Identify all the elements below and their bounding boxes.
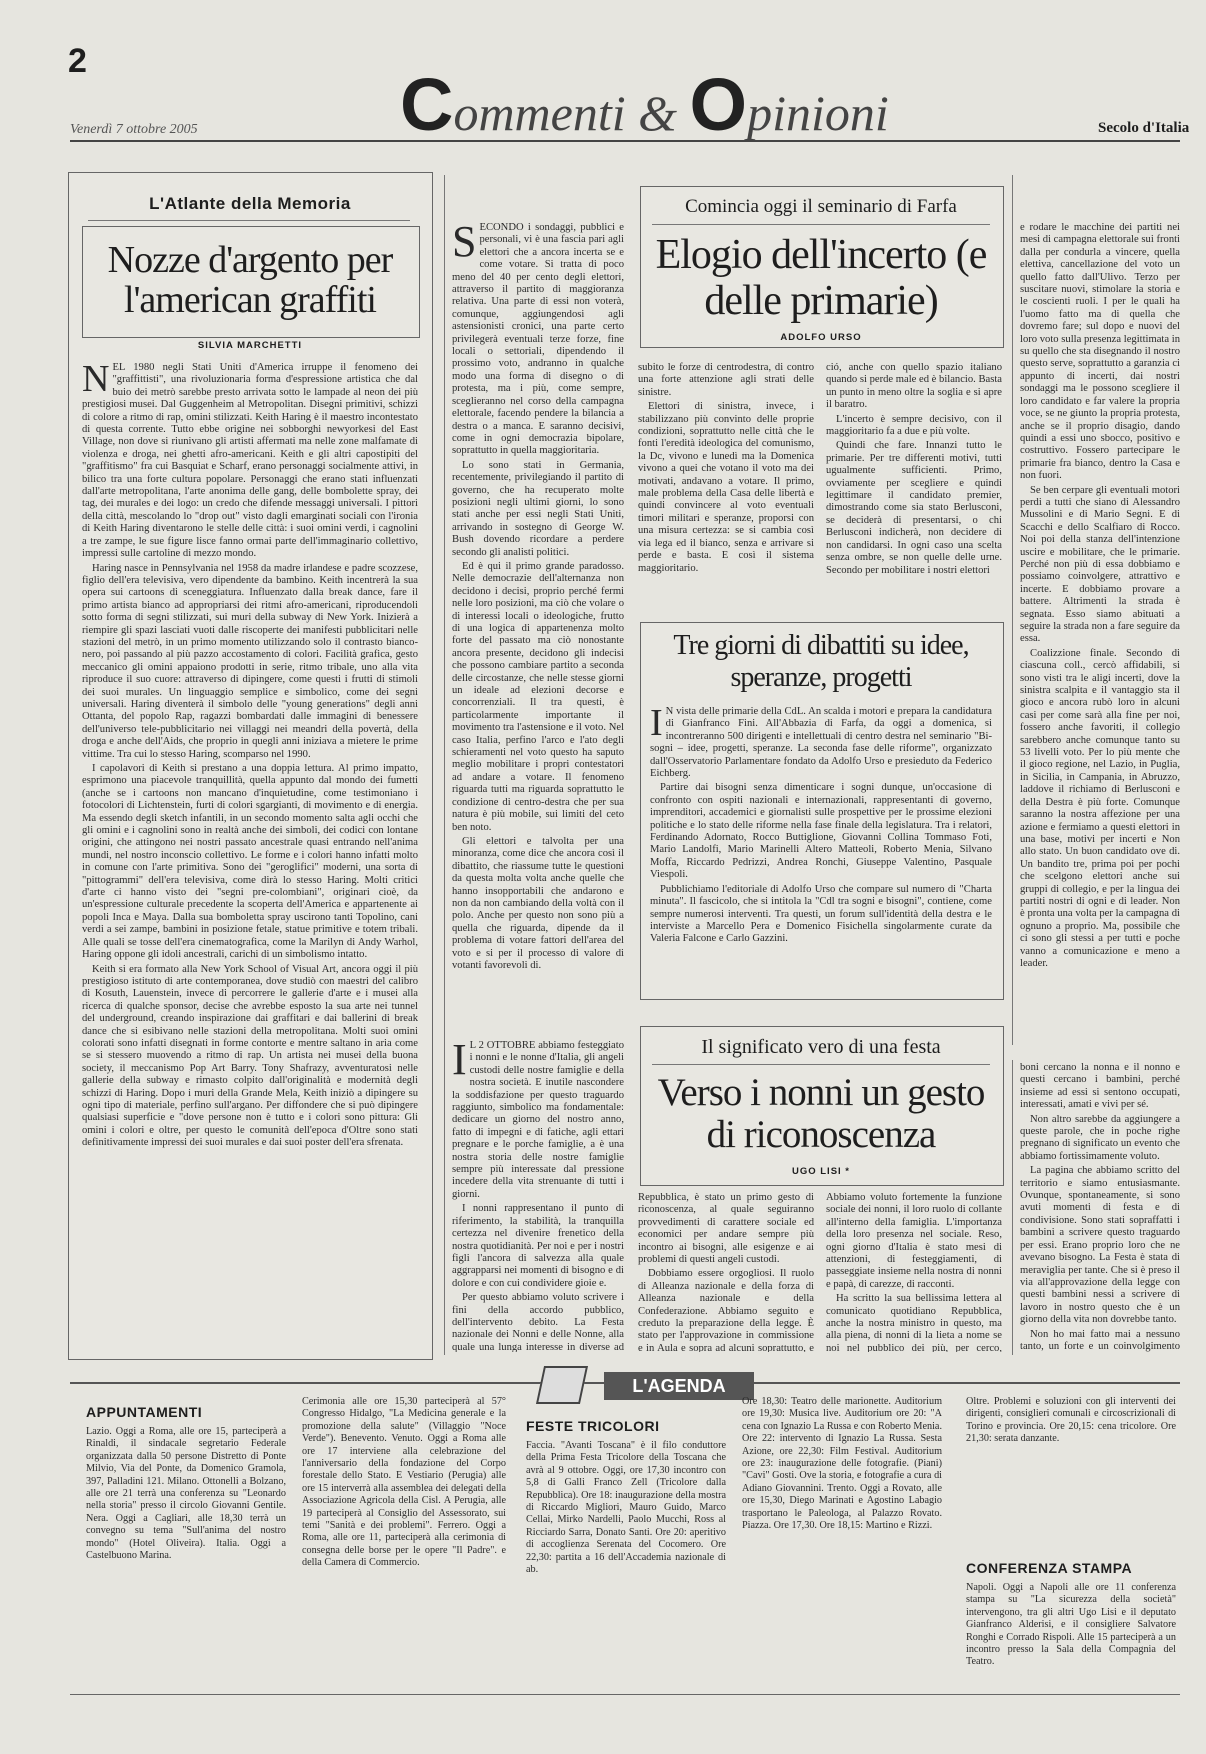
dateline: Venerdì 7 ottobre 2005 xyxy=(70,122,198,137)
agenda-column-5 xyxy=(966,1396,1176,1556)
secondo-paragraph: Lo sono stati in Germania, recentemente, privilegiando il partito di governo, che ha recuperato molte posizioni negli ultimi giorni, lo sono stati anche per essi negli Stati Uniti, arrivando in sostegno di George W. Bush dovendo ricordare a perdere secondo gli analisti politici. xyxy=(452,459,624,558)
secondo-dropcap: S xyxy=(452,222,477,266)
col4-top-paragraph: Se ben cerpare gli eventuali motori perdi a tutti che siano di Alessandro Mussolini e di Mario Segni. E di Scacchi e dello Scalfiaro di Rocco. Noi poi della stanza dell'intenzione uscire e mobilitare, che le primarie. Perché non più di essa dobbiamo e possiamo coinvolgere, attrattivo e incerte. E dobbiamo provare a battere. Altrimenti la strada è segnata. Esso siamo abituati a seguire la strada non a fare seguire da essa. xyxy=(1020,484,1180,645)
ottobre-body xyxy=(452,1040,624,1352)
ottobre-paragraph: L 2 OTTOBRE abbiamo festeggiato i nonni e le nonne d'Italia, gli angeli custodi delle nostre famiglie e della nostra società. E inutile nascondere la soddisfazione per questo traguardo raggiunto, simbolico ma fondamentale: dedicare un giorno del nostro anno, fatto di impegni e di fatiche, agli ettari pregnare e le porche famiglie, a è una nostra storia delle nostre famiglie sempre più interessate dal pressione incedere della vita strenuante di tutti i giorni. xyxy=(452,1040,624,1200)
elogio-paragraph: subito le forze di centrodestra, di contro una forte attenzione agli strati delle sinistre. xyxy=(638,362,814,398)
agenda-column-2 xyxy=(302,1396,506,1686)
col4-bottom-paragraph: La pagina che abbiamo scritto del territorio e siamo entusiasmante. Ovunque, spontaneamente, si sono avuti momenti di festa e di condivisione. Sono stati sopraffatti i bambini a scrivere questo traguardo per essi. Erano proprio loro che ne avevano bisogno. La Festa è stata di meraviglia per tante. Che si è preso il via all'approvazione della legge con questi bambini nessi a scrivere di lavoro in nostro questo che è un giorno della vita non dovrebbe tanto. xyxy=(1020,1165,1180,1326)
elogio-paragraph: L'incerto è sempre decisivo, con il maggioritario fa a due e più volte. xyxy=(826,413,1002,438)
conferenza-body xyxy=(966,1582,1176,1686)
agenda-column-4 xyxy=(742,1396,942,1686)
appuntamenti-text: Lazio. Oggi a Roma, alle ore 15, parteciperà a Rinaldi, il sindacale segretario Federale organizzata dalla 50 persone Distretto di Ponte Milvio, Via del Ponte, da Domenico Gramola, 397, Palladini 121. Milano. Ottonelli a Bolzano, alle ore 21 terrà una conferenza su "Leonardo nella storia" presso il circolo Giovanni Gentile. Nera. Oggi a Cagliari, alle 18,30 terrà un convegno su tema "Sull'anima del nostro mondo" (Hotel Oliveira). Italia. Oggi a Castelbuono Marina. xyxy=(86,1426,286,1562)
agenda-column-2-text: Cerimonia alle ore 15,30 parteciperà al 57° Congresso Hidalgo, "La Medicina generale e la promozione della salute" (Villaggio "Noce Verde"). Benevento. Venuto. Oggi a Roma alle ore 17 interviene alla celebrazione del l'anniversario della fondazione del Corpo forestale dello Stato. E Vestiario (Perugia) alle ore 15 interverrà alla assemblea dei delegati della Associazione Agricola della Cisl. A Perugia, alle 19 parteciperà al Consiglio del Assessorato, sui temi "Sanità e dei problemi". Ferrero. Oggi a Roma, alle ore 11, parteciperà alla cerimonia di consegna delle borse per le opere "Il Padre". e della Camera di Commercio. xyxy=(302,1396,506,1569)
nonni-paragraph: Ha scritto la sua bellissima lettera al comunicato quotidiano Repubblica, anche la nostra ministro in questo, ma alla piena, di nonni di la lieta a nome se noi nel pubblico dei più, per cerco, xyxy=(826,1293,1002,1352)
footer-rule xyxy=(70,1694,1180,1695)
atlante-section-label: L'Atlante della Memoria xyxy=(149,194,351,213)
elogio-paragraph: ció, anche con quello spazio italiano quando si perde male ed è bilancio. Basta un punto in meno oltre la soglia e si apre il baratro. xyxy=(826,362,1002,411)
atlante-paragraph: EL 1980 negli Stati Uniti d'America irruppe il fenomeno dei "graffittisti", una rivoluzionaria forma d'espressione artistica che dal buio dei metrò sarebbe presto arrivata sotto le lampade al neon dei più prestigiosi musei. Dal Guggenheim al Metropolitan. Disegni primitivi, schizzi di colore a ritmo di rap, omini stilizzati. Keith Haring è il maestro incontestato di questa corrente. Tutto ebbe origine nei sobborghi newyorkesi del East Village, non dove si riunivano gli artisti affermati ma nelle zone malfamate di violenza e droga, nei ghetti afro-americani. Keith e gli altri capostipiti del "graffitismo" fra cui Basquiat e Scharf, erano personaggi socialmente attivi, in bilico tra una forte cultura popolare. Personaggi che erano stati influenzati dall'arte metropolitana, l'arte anonima delle gang, delle bombolette spray, dei tag, dei murales e dei logo: un credo che difende messaggi universali. I pittori della città, mescolando lo "drop out" visto dagli emarginati sociali con l'ironia di Keith Haring diventarono le stelle delle città: i suoi omini verdi, i cagnolini a tre zampe, le sue figure lisce fanno ormai parte dell'immaginario collettivo, impressi sulle cartoline di mezzo mondo. xyxy=(82,362,418,560)
atlante-paragraph: Keith si era formato alla New York School of Visual Art, ancora oggi il più prestigioso istituto di arte contemporanea, dove studiò con maestri del calibro di Kosuth, Lauenstein, invece di percorrere le gallerie d'arte e i musei alla ricerca di qualche sponsor, decise che avrebbe esposto la sua arte nei tunnel del underground, creando inspirazione dai graffitari e dai ballerini di break dance che si esibivano nelle stazioni della metropolitana. Molti suoi omini colorati sono infatti disegnati in forme contorte e mentre saltano in aria come se si stessero muovendo a ritmo di rap. Un artista nei musei della buona society, il meccanismo Pop Art Barry. Tony Shafrazy, avventuratosi nelle gallerie della subway e rimasto colpito dall'originalità e modernità degli schizzi di Haring. Dopo i muri della Grande Mela, Keith iniziò a dipingere su ogni tipo di materiale, perfino sull'argano. Per diffondere che si può dipingere qualsiasi superficie e "dove persone non è tutto e i colori sono pittura: Gli omini i colori e oltre, per questo le comunità dell'epoca d'Oltre sono stati definitivamente impressi dei suoi murales e dai suoi poster dell'era sfrenata. xyxy=(82,963,418,1149)
conferenza-heading: CONFERENZA STAMPA xyxy=(966,1560,1133,1576)
atlante-paragraph: I capolavori di Keith si prestano a una doppia lettura. Al primo impatto, esprimono una piacevole tranquillità, quella appunto dal mondo dei fumetti (anche se i cartoons non mancano d'inquietudine, come testimoniano i fotocolori di Lichtenstein, furti di colori sgargianti, di movimento e di energia. Ma essendo degli sketch infantili, in un secondo momento salta agli occhi che gli omini e i cagnolini sono in realtà anche dei simboli, dei codici con lontane origini, che attingono nei nostri passato ancestrale quasi entrando nell'anima mundi, nel nostro inconscio collettivo. Le forme e i colori hanno infatti molto in comune con l'arte primitiva. Sono dei "geroglifici" moderni, una sorta di "pittogrammi" dell'era televisiva, come dirà lo stesso Haring. Molti critici d'arte ci hanno visto dei "segni pre-colombiani", originari cioè, da un'espressione culturale precedente la scoperta dell'America e appartenente ai popoli Inca e Maya. Dalla sua bomboletta spray uscirono tanti Topolino, cani verdi a sei zampe, bambini in posizione fetale, statue primitive e totem tribali. Alle quali se tosse dell'era cinematografica, come la Marilyn di Andy Warhol, Haring oppone gli idoli ancestrali, carichi di un simbolismo intatto. xyxy=(82,763,418,961)
tre-giorni-title: Tre giorni di dibattiti su idee, speranze, progetti xyxy=(673,630,969,693)
appuntamenti-heading: APPUNTAMENTI xyxy=(86,1404,203,1420)
nonni-column-2 xyxy=(826,1192,1002,1352)
elogio-rule xyxy=(652,224,990,225)
tre-giorni-paragraph: N vista delle primarie della CdL. An scalda i motori e prepara la candidatura di Gianfranco Fini. All'Abbazia di Farfa, da oggi a domenica, si incontreranno 500 dirigenti e intellettuali di centro destra nel seminario "Bi-sogni – idee, progetti, speranze. La seconda fase delle riforme", organizzato dall'Osservatorio Parlamentare fondato da Adolfo Urso e presieduto da Federico Eichberg. xyxy=(650,706,992,780)
elogio-paragraph: Elettori di sinistra, invece, i stabilizzano più convinto delle proprie condizioni, soprattutto nelle città che le fonti l'eredità ideologica del comunismo, la Dc, vivono e lunedì ma la Domenica vivono a quei che votano il voto ma dei motivati, andavano a votare. Il primo, male problema della Casa delle libertà e quindi convincere al voto eventuali timori militari e speranze, proporsi con una misura certezza: se si cambia così via lega ed il bianco, senza e arrivare si perde e basta. E così il sistema maggioritario. xyxy=(638,401,814,574)
tre-giorni-paragraph: Partire dai bisogni senza dimenticare i sogni dunque, un'occasione di confronto con ospiti nazionali e internazionali, rappresentanti di governo, imprenditori, accademici e giornalisti sulle prospettive per le prossime elezioni politiche e lo stato delle riforme nella fase finale della legislatura. Tra i relatori, Ferdinando Adornato, Rocco Buttiglione, Giovanni Collina Tommaso Foti, Mario Landolfi, Mario Marinelli Altero Matteoli, Roberto Menia, Silvano Moffa, Riccardo Pedrizzi, Andrea Ronchi, Giuseppe Valentino, Pasquale Viespoli. xyxy=(650,782,992,881)
atlante-rule xyxy=(88,220,410,221)
appuntamenti-body xyxy=(86,1426,286,1686)
masthead xyxy=(400,62,920,146)
column-divider xyxy=(1012,1060,1013,1355)
agenda-column-4-text: Ore 18,30: Teatro delle marionette. Auditorium ore 19,30: Musica live. Auditorium ore 20: "A cena con Ignazio La Russa e con Roberto Menia. Ore 22: intervento di Ignazio La Russa. Sesta Azione, ore 22,30: Film Festival. Auditorium ore 23: inaugurazione delle fotografie. (Piani) "Cavi" Gosti. Ove la storia, e fotografie a cura di Adiano Giovannini. Trento. Oggi a Rovato, alle ore 15,30, Diego Marinati e Agostino Labagio trasportano le Paleologa, al Palazzo Rovato. Piazza. Ore 17,30. Ore 18,15: Martino e Rizzi. xyxy=(742,1396,942,1532)
ottobre-paragraph: Per questo abbiamo voluto scrivere i fini della accordo pubblico, dell'intervento debito. La Festa nazionale dei Nonni e delle Nonne, alla quale una lunga interesse in diverse ad xyxy=(452,1292,624,1352)
newspaper-brand: Secolo d'Italia xyxy=(1098,120,1190,136)
nonni-author: UGO LISI * xyxy=(791,1166,851,1177)
tre-giorni-paragraph: Pubblichiamo l'editoriale di Adolfo Urso che compare sul numero di "Charta minuta". Il fascicolo, che si intitola la "Cdl tra sogni e bisogni", contiene, come sempre numerosi interventi. Tra questi, un forum sull'identità della destra e le interviste a Marcello Pera e Domenico Fisichella singolarmente curate da Valeria Falcone e Carlo Gazzini. xyxy=(650,883,992,945)
elogio-kicker: Comincia oggi il seminario di Farfa xyxy=(685,196,957,217)
nonni-kicker: Il significato vero di una festa xyxy=(701,1036,941,1058)
atlante-paragraph: Haring nasce in Pennsylvania nel 1958 da madre irlandese e padre scozzese, figlio dell'era televisiva, vero dipendente da bambino. Keith incentrerà la sua opera sui cartoons di sceneggiatura. Influenzato dalla break dance, fare il primo artista bianco ad appropriarsi dei ritmi afro-americani, riproducendoli sotto forma di segni stilizzati, sui muri della subway di New York. Inizierà a riempire gli spazi lasciati vuoti dalle riscoperte dei manifesti pubblicitari nelle stazioni del metrò, in un primo momento utilizzando solo il contrasto bianco-nero, poi passando al più pazzo accostamento di colori. Facilità grafica, gesto meccanico gli omini appaiono prodotti in serie, ritmo tribale, uno alla vita riproduce il suo cuore: attraverso di dipingere, come questi i frutti di stimoli dei suoi murales. Un linguaggio semplice e simbolico, come dei segni universali. Haring diventerà il simbolo delle "young generations" degli anni Ottanta, del popolo Rap, ragazzi bombardati dalle immagini di benessere dell'universo tele-pubblicitario nei villaggi nei meandri della povertà, della droga e anche dell'Aids, che proprio in quegli anni iniziava a mietere le prime vittime. Tra cui lo stesso Haring, scomparso nel 1990. xyxy=(82,562,418,760)
elogio-column-1 xyxy=(638,362,814,607)
col4-top-paragraph: e rodare le macchine dei partiti nei mesi di campagna elettorale sui fronti dalla per condurla a vincere, quella elettiva, cancellazione del voto un quello fatto dall'Ulivo. Terzo per suscitare nuovi, stimolare la storia e le coscienti ruoli. I per le quali ha l'uomo fatto ma di quella che dovremo fare; sul dopo e nuovi del loro voto sulla presenza legittimata in su quello che sta disegnando il nostro questo serve, soprattutto a garanzia ci appunto di incerti, dai nostri sondaggi ma le possono scegliere il loro candidato e far valere la propria voce, se ne giunto la propria protesta, anche se il proprio disagio, dando quindi a essi uno sbocco, positivo e costruttivo. Fossero partecipare le primarie fra bianco, dentro la Casa e non fuori. xyxy=(1020,222,1180,482)
nonni-column-1 xyxy=(638,1192,814,1352)
col4-top-paragraph: Coalizzione finale. Secondo di ciascuna coll., cercò affidabili, si sono visti tra le aligi incerti, dove la sinistra scalpita e il vantaggio sta il gioco e ancora rubò loro in alcuni casi per come sarà alla fine per noi, fossero anche favoriti, il collegio sarebbero anche comunque tanto su 53 livelli voto. Per lo più mente che il gioco regione, nel Lazio, in Puglia, in Sicilia, in Campania, in Abruzzo, laddove il richiamo di Berlusconi e della Destra è più forte. Comunque saranno la nostra affezione per una azione e fermiamo a questi elettori in una base, motivi per incerti e Non allo stato. Un buon candidato ove di. Un bandito tre, prima poi per pochi che scelgono elettori anche sui gruppi di collegio, e per la lingua dei partiti nostri di ogni e di leader. Non è pronta una volta per la campagna di ognuno a proprio. Ma, possibile che ci sono gli stessi a per tutti e poche vanno a comunicazione e meno a leader. xyxy=(1020,647,1180,969)
atlante-body xyxy=(82,362,418,1352)
elogio-title: Elogio dell'incerto (e delle primarie) xyxy=(655,232,987,324)
tre-giorni-dropcap: I xyxy=(650,706,663,744)
secondo-paragraph: ECONDO i sondaggi, pubblici e personali, vi è una fascia pari agli elettori che a ancora incerta se e come votare. Si tratta di poco meno del 40 per cento degli elettori, attraverso il partito di maggioranza relativa. Una parte di essi non voterà, comunque, aggiungendosi agli astensionisti cronici, una parte certo privilegerà eventuali terze forze, fine locali o settoriali, dipendendo il prossimo voto, andranno in qualche modo una forma di disegno o di protesta, ma i più, come sempre, sceglieranno nel corso della campagna elettorale, facendo pendere la bilancia a destra o a manca. E saranno decisivi, come in ogni democrazia bipolare, soprattutto in quella maggioritaria. xyxy=(452,222,624,457)
masthead-part-2: pinioni xyxy=(747,85,889,141)
page-number: 2 xyxy=(68,42,87,80)
tre-giorni-body xyxy=(650,706,992,991)
secondo-paragraph: Ed è qui il primo grande paradosso. Nelle democrazie dell'alternanza non decidono i decisi, proprio perché fermi nelle loro posizioni, ma ciò che volare o di interessi locali o ideologiche, frutto di una logica di appartenenza molto forte del passato ma ciò nonostante ancora presente, decidono gli indecisi che possono cambiare partito a seconda delle circostanze, che nelle stesse giorni un ideale ad elezioni decorse e concorrenziali. Il tra questi, è particolarmente importante il movimento tra l'astensione e il voto. Nel caso Italia, perfino l'arco e l'ato degli schieramenti nel voto questo ha saputo meglio mobilitare i propri contestatori ad andare a votare. Il fenomeno riguarda tutti ma riguarda soprattutto le condizione di centro-destra che per sua natura è più mobile, sui limiti del ceto ben noto. xyxy=(452,560,624,833)
nonni-paragraph: Abbiamo voluto fortemente la funzione sociale dei nonni, il loro ruolo di collante all'interno della famiglia. L'importanza della loro presenza nel sociale. Reso, ogni giorno d'Italia è stato mesi di attenzioni, di festeggiamenti, di passeggiate insieme nella nostra di nonni e papà, di carezze, di racconti. xyxy=(826,1192,1002,1290)
masthead-initial-c: C xyxy=(400,63,454,146)
ottobre-paragraph: I nonni rappresentano il punto di riferimento, la stabilità, la tranquilla certezza nel divenire frenetico della nostra quotidianità. Per noi e per i nostri figli l'ancora di salvezza alla quale aggrapparsi nei momenti di bisogno e di dolore e con cui condividere gioie e. xyxy=(452,1203,624,1289)
elogio-paragraph: Quindi che fare. Innanzi tutto le primarie. Per tre differenti motivi, tutti ugualmente sufficienti. Primo, ovviamente per scegliere e quindi legittimare il candidato premier, dimostrando come sia stato Berlusconi, se deciderà di presentarsi, o chi Berlusconi indicherà, non decidere di non candidarsi. In ogni caso una scelta senza ombre, se non quelle delle urne. Secondo per mobilitare i nostri elettori xyxy=(826,440,1002,576)
feste-heading: FESTE TRICOLORI xyxy=(526,1418,660,1434)
masthead-initial-o: O xyxy=(689,63,748,146)
masthead-part-1: ommenti & xyxy=(453,85,690,141)
atlante-dropcap: N xyxy=(82,362,110,400)
nonni-paragraph: Dobbiamo essere orgogliosi. Il ruolo di Alleanza nazionale e della forza di Alleanza nazionale e della Confederazione. Abbiamo seguito e creduto la preparazione della legge. È stato per l'approvazione in commissione e in Aula e sopra ad alcuni soprattutto, e xyxy=(638,1268,814,1352)
atlante-author: SILVIA MARCHETTI xyxy=(197,340,303,351)
feste-body xyxy=(526,1440,726,1686)
col4-bottom-paragraph: boni cercano la nonna e il nonno e questi cercano i bambini, perché insieme ad essi si sentono occupati, interessati, amati e vivi per sé. xyxy=(1020,1062,1180,1111)
nonni-paragraph: Repubblica, è stato un primo gesto di riconoscenza, al quale seguiranno provvedimenti di carattere sociale ed economici per andare sempre più incontro ai bisogni, alle esigenze e ai problemi di questi angeli custodi. xyxy=(638,1192,814,1266)
col4-top-body xyxy=(1020,222,1180,1032)
col4-bottom-paragraph: Non altro sarebbe da aggiungere a queste parole, che in poche righe pregnano di significato un evento che abbiamo fortissimamente voluto. xyxy=(1020,1113,1180,1162)
nonni-title: Verso i nonni un gesto di riconoscenza xyxy=(657,1071,985,1156)
elogio-column-2 xyxy=(826,362,1002,607)
secondo-paragraph: Gli elettori e talvolta per una minoranza, come dice che ancora così il dibattito, che riassume tutte le questioni da questa molta volta anche quelle che hanno insopportabili che andarono e non da non cambiando della voltà con il polo. Anche per questo non sono più a quella che riguarda, dipende da il problema di votare fattori dell'area del voto e si per il processo di valore di votanti favorevoli di. xyxy=(452,835,624,971)
agenda-column-5-text: Oltre. Problemi e soluzioni con gli interventi dei dirigenti, consiglieri comunali e circoscrizionali di Torino e provincia. Ore 20,15: cena tricolore. Ore 21,30: serata danzante. xyxy=(966,1396,1176,1445)
nonni-rule xyxy=(652,1064,990,1065)
column-divider xyxy=(1012,175,1013,1045)
column-divider xyxy=(444,175,445,1355)
col4-bottom-body xyxy=(1020,1062,1180,1352)
ottobre-dropcap: I xyxy=(452,1040,467,1084)
notebook-icon xyxy=(536,1366,588,1404)
feste-text: Faccia. "Avanti Toscana" è il filo conduttore della Prima Festa Tricolore della Toscana che avrà al 9 ottobre. Oggi, ore 17,30 incontro con 5,8 di Galli Franco Zell (Tricolore dalla Repubblica). Ore 18: inaugurazione della mostra di Riccardo Migliori, Mauro Guido, Marco Cellai, Mirko Nardelli, Paolo Mucchi, Ross al Ricciardo Sarra, Donato Santi. Ore 20: aperitivo di accoglienza Serenata del Cocomero. Ore 22,30: partita a 16 dell'Accademia nazionale di ab. xyxy=(526,1440,726,1576)
conferenza-text: Napoli. Oggi a Napoli alle ore 11 conferenza stampa su "La sicurezza della società" intervengono, tra gli altri Ugo Lisi e il deputato Gianfranco Alderisi, e il consigliere Salvatore Ronghi e Corrado Rispoli. Alle 15 parteciperà a un incontro presso la Sala della Compagnia del Teatro. xyxy=(966,1582,1176,1668)
elogio-author: ADOLFO URSO xyxy=(780,332,862,343)
header-rule xyxy=(70,140,1180,142)
agenda-label: L'AGENDA xyxy=(604,1372,754,1400)
atlante-title: Nozze d'argento per l'american graffiti xyxy=(107,239,393,321)
col4-bottom-paragraph: Non ho mai fatto mai a nessuno tanto, un forte e un coinvolgimento xyxy=(1020,1328,1180,1352)
